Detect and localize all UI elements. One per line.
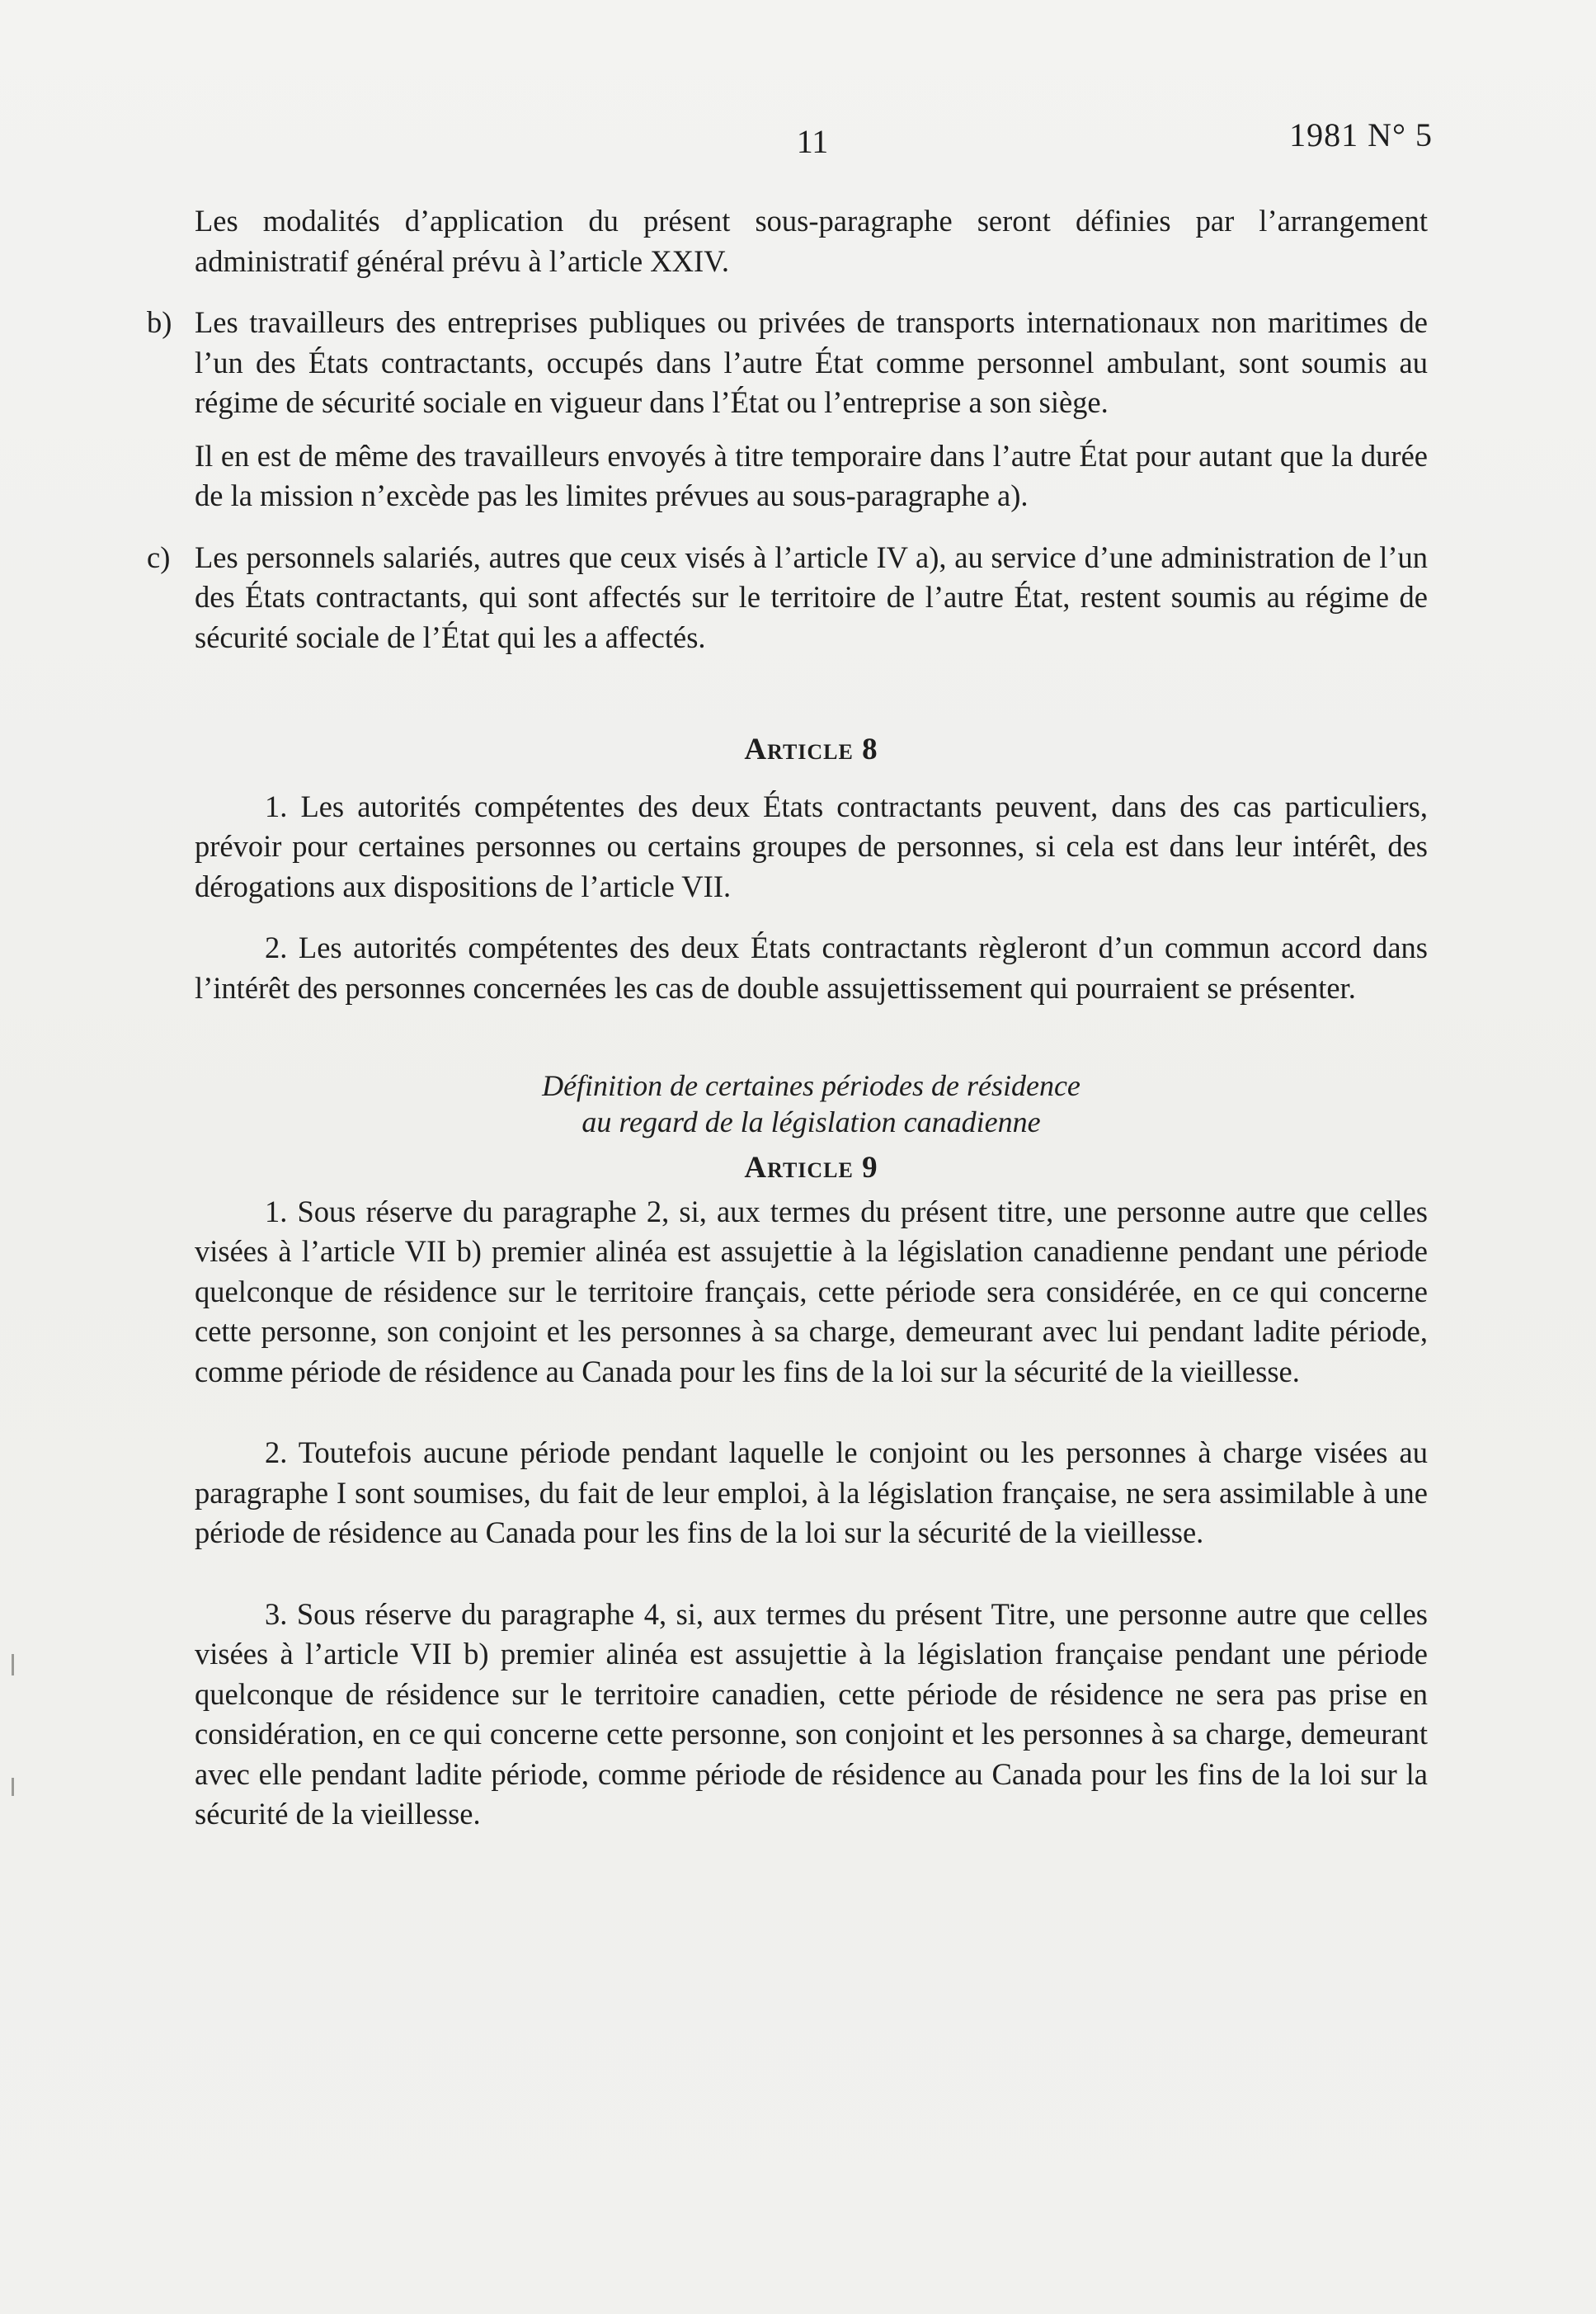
article-9-title: Article 9 — [744, 1151, 878, 1185]
list-marker: b) — [147, 305, 172, 339]
section-heading-line-1: Définition de certaines périodes de résidence — [542, 1069, 1080, 1102]
article-8-title: Article 8 — [744, 733, 878, 766]
list-item-b — [73, 303, 1428, 423]
article-9-paragraph-2: 2. Toutefois aucune période pendant laquelle le conjoint ou les personnes à charge visées au paragraphe I sont soumises, du fait de leur emploi, à la législation française, ne sera assimilable à une période de résidence au Canada pour les fins de la loi sur la sécurité de la vieillesse. — [195, 1435, 1428, 1549]
list-item-c — [73, 538, 1428, 658]
document-body — [147, 201, 1428, 1835]
list-item-text: Les personnels salariés, autres que ceux visés à l’article IV a), au service d’une administration de l’un des États contractants, qui sont affectés sur le territoire de l’autre État, restent soumis au régime de sécurité sociale de l’État qui les a affectés. — [195, 540, 1428, 654]
page-number: 11 — [796, 123, 829, 160]
intro-paragraph: Les modalités d’application du présent sous-paragraphe seront définies par l’arrangement administratif général prévu à l’article XXIV. — [195, 204, 1428, 278]
binding-mark — [12, 1778, 14, 1796]
list-marker: c) — [147, 540, 171, 574]
document-reference: 1981 N° 5 — [1289, 116, 1433, 153]
section-heading — [195, 1067, 1428, 1140]
binding-mark — [12, 1654, 14, 1675]
article-9-paragraph-1: 1. Sous réserve du paragraphe 2, si, aux termes du présent titre, une personne autre que celles visées à l’article VII b) premier alinéa est assujettie à la législation canadienne pendant une période quelconque de résidence sur le territoire français, cette période sera considérée, en ce qui concerne cette personne, son conjoint et les personnes à sa charge, demeurant avec lui pendant ladite période, comme période de résidence au Canada pour les fins de la loi sur la sécurité de la vieillesse. — [195, 1194, 1428, 1388]
list-item-continuation: Il en est de même des travailleurs envoyés à titre temporaire dans l’autre État pour autant que la durée de la mission n’excède pas les limites prévues au sous-paragraphe a). — [195, 438, 1428, 512]
article-9-paragraph-3: 3. Sous réserve du paragraphe 4, si, aux termes du présent Titre, une personne autre que celles visées à l’article VII b) premier alinéa est assujettie à la législation française pendant une période quelconque de résidence sur le territoire canadien, cette période de résidence ne sera pas prise en considération, en ce qui concerne cette personne, son conjoint et les personnes à sa charge, demeurant avec elle pendant ladite période, comme période de résidence au Canada pour les fins de la loi sur la sécurité de la vieillesse. — [195, 1596, 1428, 1831]
article-8-paragraph-1: 1. Les autorités compétentes des deux États contractants peuvent, dans des cas particuliers, prévoir pour certaines personnes ou certains groupes de personnes, si cela est dans leur intérêt, des dérogations aux dispositions de l’article VII. — [195, 789, 1428, 903]
section-heading-line-2: au regard de la législation canadienne — [581, 1105, 1041, 1138]
article-8-paragraph-2: 2. Les autorités compétentes des deux États contractants règleront d’un commun accord dans l’intérêt des personnes concernées les cas de double assujettissement qui pourraient se présenter. — [195, 931, 1428, 1005]
list-item-text: Les travailleurs des entreprises publiques ou privées de transports internationaux non maritimes de l’un des États contractants, occupés dans l’autre État comme personnel ambulant, sont soumis au régime de sécurité sociale en vigueur dans l’État ou l’entreprise a son siège. — [195, 305, 1428, 419]
